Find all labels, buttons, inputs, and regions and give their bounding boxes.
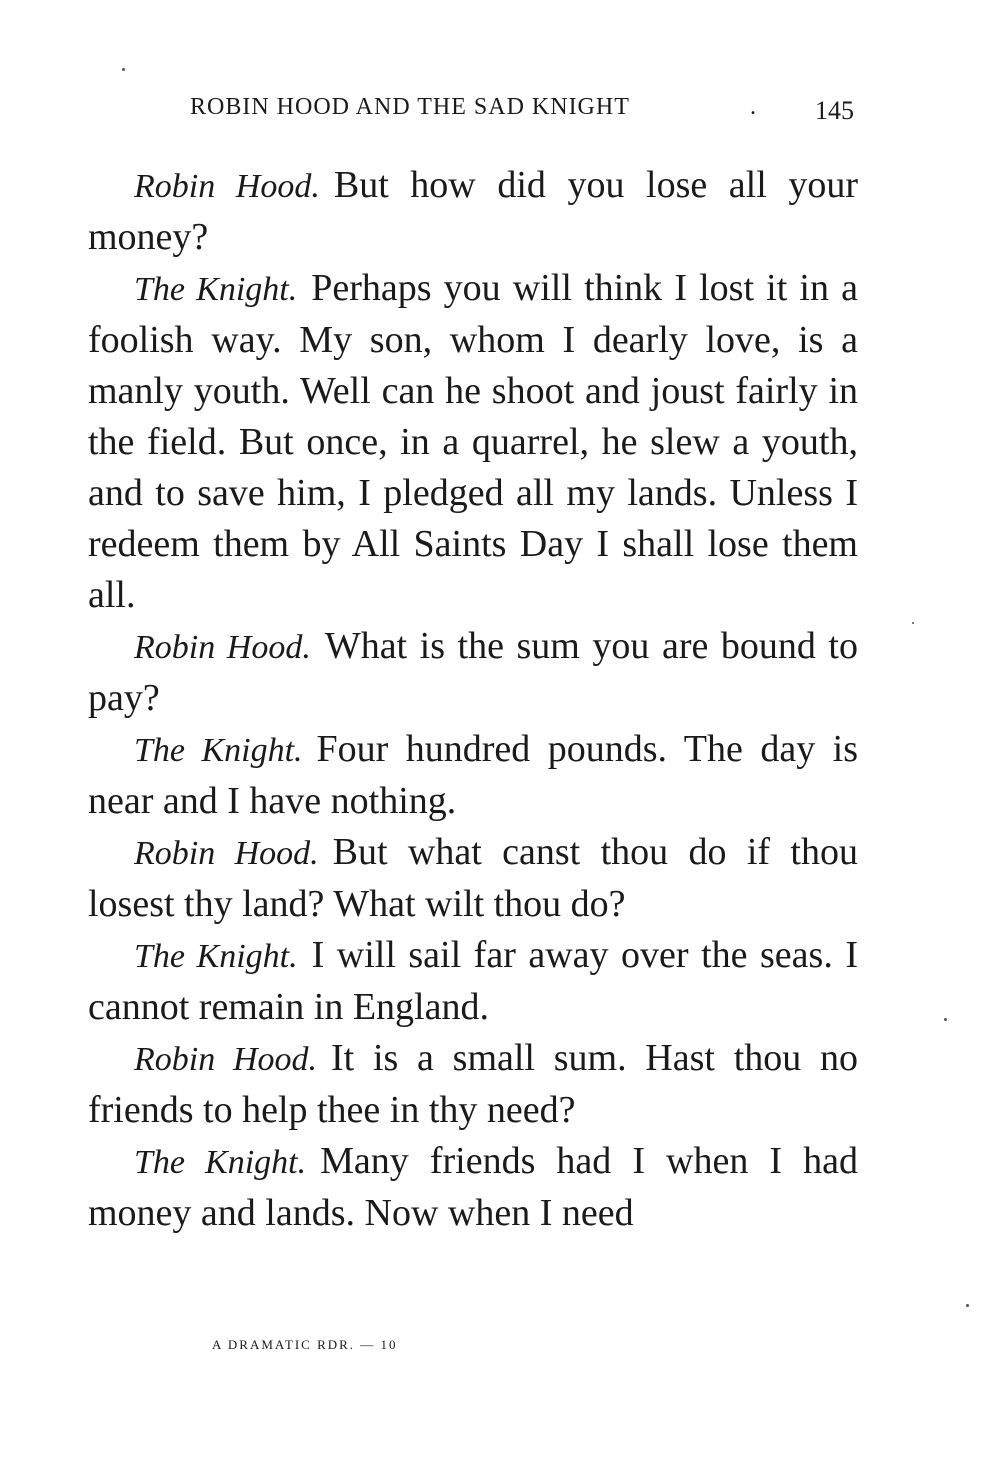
dialogue-paragraph [88,1136,858,1239]
paper-speck [122,68,125,71]
dialogue-text: But what canst thou do if thou losest thy land? What wilt thou do? [88,831,858,925]
header-separator: . [750,94,757,120]
dialogue-text: Many friends had I when I had money and lands. Now when I need [88,1140,858,1234]
dialogue-text: Perhaps you will think I lost it in a foolish way. My son, whom I dearly love, is a manly youth. Well can he shoot and joust fairly in the field. But once, in a quarrel, he slew a youth, and to save him, I pledged all my lands. Unless I redeem them by All Saints Day I shall lose them all. [88,267,858,616]
speaker-name: The Knight. [134,1144,307,1181]
paper-speck [912,622,914,624]
printer-signature: A DRAMATIC RDR. — 10 [212,1337,398,1352]
dialogue-text: But how did you lose all your money? [88,164,858,258]
speaker-name: Robin Hood. [134,1041,318,1078]
dialogue-text: Four hundred pounds. The day is near and I have nothing. [88,728,858,822]
page-number: 145 [815,96,854,125]
dialogue-text: I will sail far away over the seas. I cannot remain in England. [88,934,859,1028]
dialogue-text: What is the sum you are bound to pay? [88,625,858,719]
dialogue-body [88,160,858,1239]
speaker-name: The Knight. [134,271,298,308]
speaker-name: Robin Hood. [134,835,319,872]
dialogue-paragraph [88,263,858,621]
speaker-name: The Knight. [134,938,298,975]
dialogue-paragraph [88,1033,858,1136]
paper-speck [966,1304,969,1307]
paper-speck [944,1018,947,1021]
dialogue-text: It is a small sum. Hast thou no friends to help thee in thy need? [88,1037,858,1131]
running-header [190,94,860,128]
speaker-name: Robin Hood. [134,168,320,205]
running-title: ROBIN HOOD AND THE SAD KNIGHT [190,94,630,120]
dialogue-paragraph [88,160,858,263]
dialogue-paragraph [88,724,858,827]
dialogue-paragraph [88,827,858,930]
speaker-name: Robin Hood. [134,629,311,666]
speaker-name: The Knight. [134,732,303,769]
dialogue-paragraph [88,621,858,724]
dialogue-paragraph [88,930,858,1033]
